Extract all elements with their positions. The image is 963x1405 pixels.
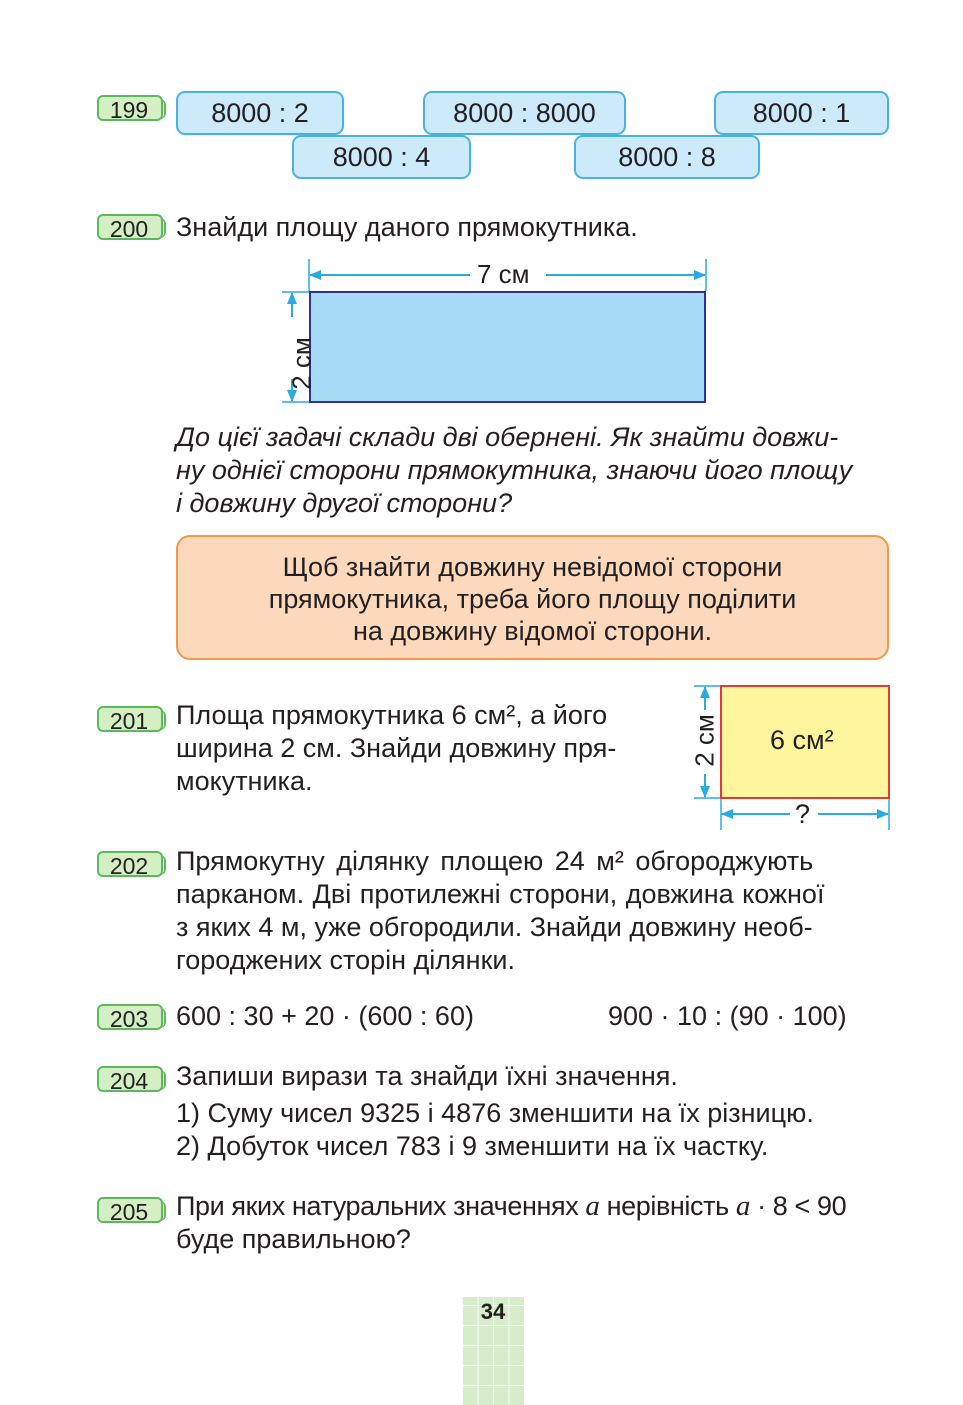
rule-line: прямокутника, треба його площу поділити bbox=[268, 584, 797, 614]
task-line: з яких 4 м, уже обгородили. Знайди довжину необ- bbox=[176, 912, 813, 942]
expression-box: 8000 : 8000 bbox=[423, 91, 626, 135]
expression-box: 8000 : 1 bbox=[714, 91, 889, 135]
exercise-number-199: 199 bbox=[97, 95, 163, 121]
expression-2: 900 · 10 : (90 · 100) bbox=[608, 1001, 847, 1031]
side-label: 2 см bbox=[689, 714, 720, 767]
area-value: 6 см² bbox=[770, 725, 834, 755]
task-item-1: 1) Суму чисел 9325 і 4876 зменшити на їх різницю. bbox=[176, 1098, 814, 1128]
expression-box: 8000 : 4 bbox=[292, 135, 471, 179]
task-text: Запиши вирази та знайди їхні значення. bbox=[176, 1061, 678, 1091]
area-label bbox=[770, 724, 834, 757]
task-text-mid: нерівність bbox=[599, 1191, 736, 1221]
task-item-2: 2) Добуток чисел 783 і 9 зменшити на їх частку. bbox=[176, 1131, 769, 1161]
question-line: і довжину другої сторони? bbox=[176, 488, 513, 518]
task-text: Знайди площу даного прямокутника. bbox=[176, 212, 638, 242]
task-line: городжених сторін ділянки. bbox=[176, 945, 515, 975]
expression-box: 8000 : 2 bbox=[176, 91, 344, 135]
variable-a: a bbox=[735, 1190, 750, 1222]
task-text-start: При яких натуральних значеннях bbox=[176, 1191, 586, 1221]
rule-line: Щоб знайти довжину невідомої сторони bbox=[282, 552, 783, 582]
page-number-block bbox=[462, 1297, 524, 1405]
task-line: мокутника. bbox=[176, 766, 313, 796]
question-line: ну однієї сторони прямокутника, знаючи його площу bbox=[176, 455, 853, 485]
task-text-end: · 8 < 90 bbox=[749, 1191, 847, 1221]
width-label: 7 см bbox=[477, 259, 530, 289]
unknown-label: ? bbox=[795, 799, 811, 829]
expression-box: 8000 : 8 bbox=[574, 135, 760, 179]
task-line: Площа прямокутника 6 см², а його bbox=[176, 700, 608, 730]
rule-box bbox=[176, 535, 889, 660]
task-line: ширина 2 см. Знайди довжину пря- bbox=[176, 733, 617, 763]
expression-1: 600 : 30 + 20 · (600 : 60) bbox=[176, 1001, 474, 1031]
exercise-number-201: 201 bbox=[97, 706, 163, 732]
task-line: парканом. Дві протилежні сторони, довжина кожної bbox=[176, 879, 825, 909]
height-label: 2 см bbox=[286, 337, 317, 390]
variable-a: a bbox=[585, 1190, 600, 1222]
task-line: буде правильною? bbox=[176, 1224, 411, 1254]
exercise-number-203: 203 bbox=[97, 1004, 163, 1030]
exercise-number-204: 204 bbox=[97, 1066, 163, 1092]
rule-line: на довжину відомої сторони. bbox=[352, 616, 713, 646]
exercise-number-205: 205 bbox=[97, 1197, 163, 1223]
task-line: Прямокутну ділянку площею 24 м² обгороджують bbox=[176, 846, 814, 876]
page-number: 34 bbox=[480, 1299, 506, 1324]
exercise-number-200: 200 bbox=[97, 214, 163, 240]
blue-rectangle bbox=[310, 292, 705, 402]
exercise-number-202: 202 bbox=[97, 851, 163, 877]
task-line bbox=[176, 1190, 846, 1223]
question-line: До цієї задачі склади дві обернені. Як знайти довжи- bbox=[176, 422, 839, 452]
